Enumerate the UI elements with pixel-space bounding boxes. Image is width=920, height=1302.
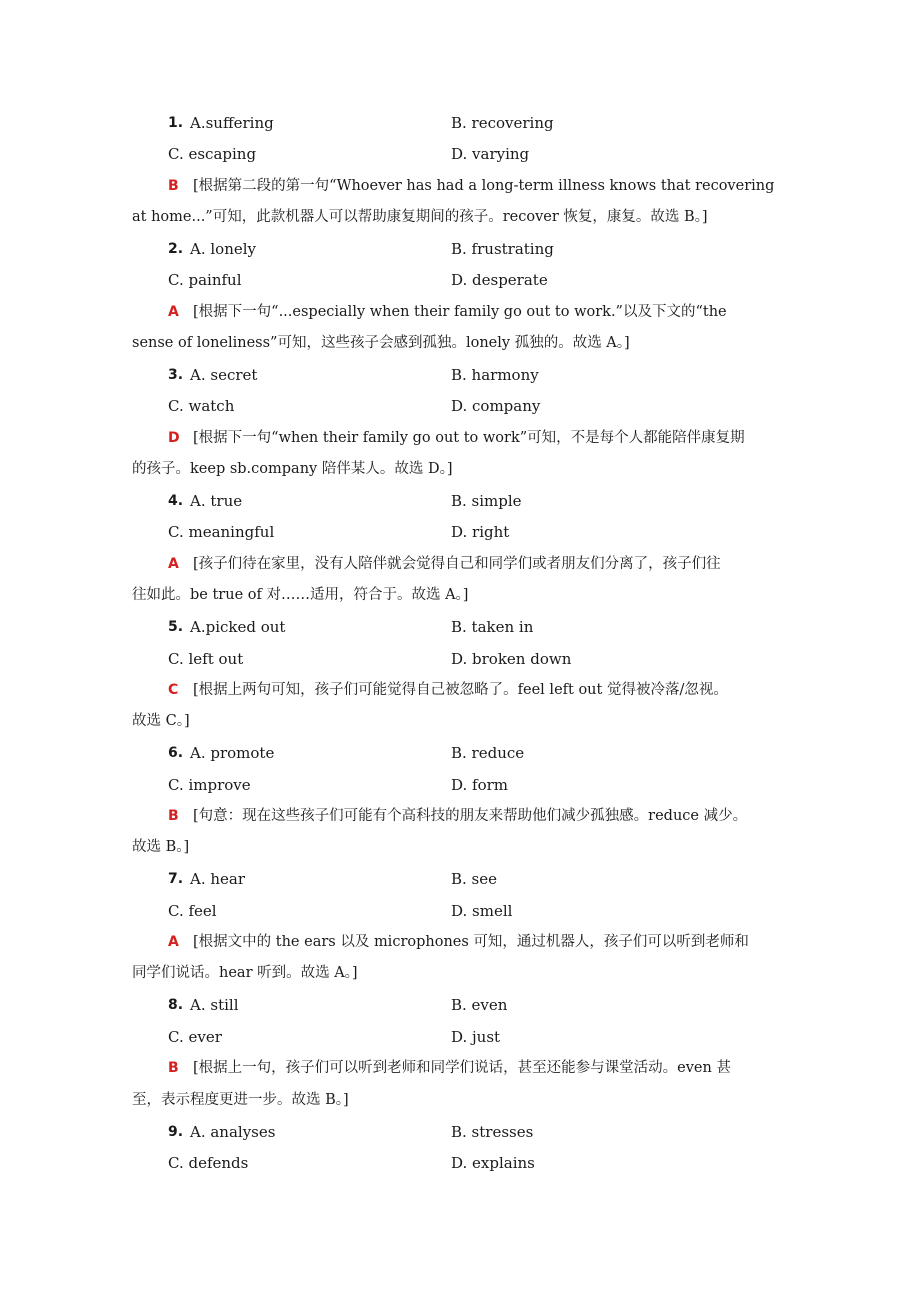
option-b: B. recovering: [451, 114, 554, 132]
question-9-row-cd: [0, 1149, 920, 1177]
explanation-text: [根据第二段的第一句“Whoever has had a long-term illness knows that recovering: [193, 178, 775, 194]
explanation-text: 同学们说话。hear 听到。故选 A。]: [132, 965, 358, 981]
explanation-text: [句意：现在这些孩子们可能有个高科技的朋友来帮助他们减少孤独感。reduce 减少。: [193, 808, 748, 824]
explanation-text: 至，表示程度更进一步。故选 B。]: [132, 1092, 349, 1108]
question-4-row-ab: [0, 487, 920, 515]
option-b: B. taken in: [451, 618, 534, 636]
explanation-text: 往如此。be true of 对……适用，符合于。故选 A。]: [132, 587, 469, 603]
option-d: D. company: [451, 397, 541, 415]
option-c: C. painful: [168, 271, 242, 289]
option-a: A.picked out: [190, 618, 286, 636]
option-b: B. see: [451, 870, 498, 888]
option-a: A. promote: [190, 744, 275, 762]
question-7-row-ab: [0, 865, 920, 893]
option-a: A. hear: [190, 870, 246, 888]
explanation-text: [根据上两句可知，孩子们可能觉得自己被忽略了。feel left out 觉得被冷落/忽视。: [193, 682, 728, 698]
explanation-text: 的孩子。keep sb.company 陪伴某人。故选 D。]: [132, 461, 453, 477]
option-a: A. secret: [190, 366, 258, 384]
option-a: A. true: [190, 492, 243, 510]
question-7-row-cd: [0, 897, 920, 925]
question-9-row-ab: [0, 1118, 920, 1146]
question-8-row-cd: [0, 1023, 920, 1051]
option-c: C. meaningful: [168, 523, 275, 541]
question-6-row-ab: [0, 739, 920, 767]
option-b: B. harmony: [451, 366, 539, 384]
question-number: 3.: [168, 367, 184, 383]
answer-1-line2: [0, 203, 920, 231]
option-d: D. explains: [451, 1154, 535, 1172]
answer-letter: B: [168, 808, 179, 824]
answer-8-line1: [0, 1054, 920, 1082]
option-b: B. even: [451, 996, 508, 1014]
option-b: B. reduce: [451, 744, 525, 762]
answer-6-line1: [0, 802, 920, 830]
question-number: 4.: [168, 493, 184, 509]
question-number: 9.: [168, 1124, 184, 1140]
answer-2-line2: [0, 329, 920, 357]
answer-5-line2: [0, 707, 920, 735]
question-3-row-cd: [0, 392, 920, 420]
explanation-text: [根据上一句，孩子们可以听到老师和同学们说话，甚至还能参与课堂活动。even 甚: [193, 1060, 731, 1076]
option-d: D. desperate: [451, 271, 548, 289]
question-8-row-ab: [0, 991, 920, 1019]
option-a: A. analyses: [190, 1123, 276, 1141]
answer-2-line1: [0, 298, 920, 326]
explanation-text: 故选 C。]: [132, 713, 190, 729]
question-number: 8.: [168, 997, 184, 1013]
explanation-text: 故选 B。]: [132, 839, 190, 855]
option-a: A. still: [190, 996, 239, 1014]
option-d: D. form: [451, 776, 509, 794]
answer-letter: A: [168, 304, 179, 320]
question-4-row-cd: [0, 518, 920, 546]
explanation-text: [孩子们待在家里，没有人陪伴就会觉得自己和同学们或者朋友们分离了，孩子们往: [193, 556, 721, 572]
answer-letter: C: [168, 682, 179, 698]
explanation-text: at home...”可知，此款机器人可以帮助康复期间的孩子。recover 恢复，康复。故选 B。]: [132, 209, 708, 225]
question-number: 5.: [168, 619, 184, 635]
question-5-row-cd: [0, 645, 920, 673]
option-a: A.suffering: [190, 114, 274, 132]
option-a: A. lonely: [190, 240, 257, 258]
option-c: C. left out: [168, 650, 244, 668]
question-2-row-cd: [0, 266, 920, 294]
option-c: C. feel: [168, 902, 217, 920]
answer-4-line2: [0, 581, 920, 609]
explanation-text: [根据下一句“when their family go out to work”可知，不是每个人都能陪伴康复期: [193, 430, 745, 446]
option-c: C. watch: [168, 397, 235, 415]
explanation-text: [根据文中的 the ears 以及 microphones 可知，通过机器人，孩子们可以听到老师和: [193, 934, 749, 950]
question-number: 1.: [168, 115, 184, 131]
question-number: 7.: [168, 871, 184, 887]
answer-letter: A: [168, 556, 179, 572]
answer-3-line2: [0, 455, 920, 483]
explanation-text: [根据下一句“...especially when their family go out to work.”以及下文的“the: [193, 304, 727, 320]
question-5-row-ab: [0, 613, 920, 641]
question-number: 2.: [168, 241, 184, 257]
answer-8-line2: [0, 1086, 920, 1114]
option-c: C. ever: [168, 1028, 222, 1046]
question-1-row-cd: [0, 140, 920, 168]
answer-letter: B: [168, 1060, 179, 1076]
answer-7-line1: [0, 928, 920, 956]
question-2-row-ab: [0, 235, 920, 263]
answer-6-line2: [0, 833, 920, 861]
answer-7-line2: [0, 959, 920, 987]
answer-letter: A: [168, 934, 179, 950]
answer-5-line1: [0, 676, 920, 704]
option-c: C. improve: [168, 776, 251, 794]
explanation-text: sense of loneliness”可知，这些孩子会感到孤独。lonely 孤独的。故选 A。]: [132, 335, 630, 351]
answer-1-line1: [0, 172, 920, 200]
option-b: B. frustrating: [451, 240, 554, 258]
option-d: D. just: [451, 1028, 501, 1046]
option-d: D. varying: [451, 145, 530, 163]
option-c: C. escaping: [168, 145, 257, 163]
option-d: D. broken down: [451, 650, 572, 668]
option-d: D. right: [451, 523, 510, 541]
question-3-row-ab: [0, 361, 920, 389]
question-1-row-ab: [0, 109, 920, 137]
answer-letter: B: [168, 178, 179, 194]
question-number: 6.: [168, 745, 184, 761]
option-b: B. stresses: [451, 1123, 534, 1141]
answer-4-line1: [0, 550, 920, 578]
option-c: C. defends: [168, 1154, 249, 1172]
question-6-row-cd: [0, 771, 920, 799]
option-d: D. smell: [451, 902, 513, 920]
answer-3-line1: [0, 424, 920, 452]
answer-letter: D: [168, 430, 180, 446]
option-b: B. simple: [451, 492, 522, 510]
